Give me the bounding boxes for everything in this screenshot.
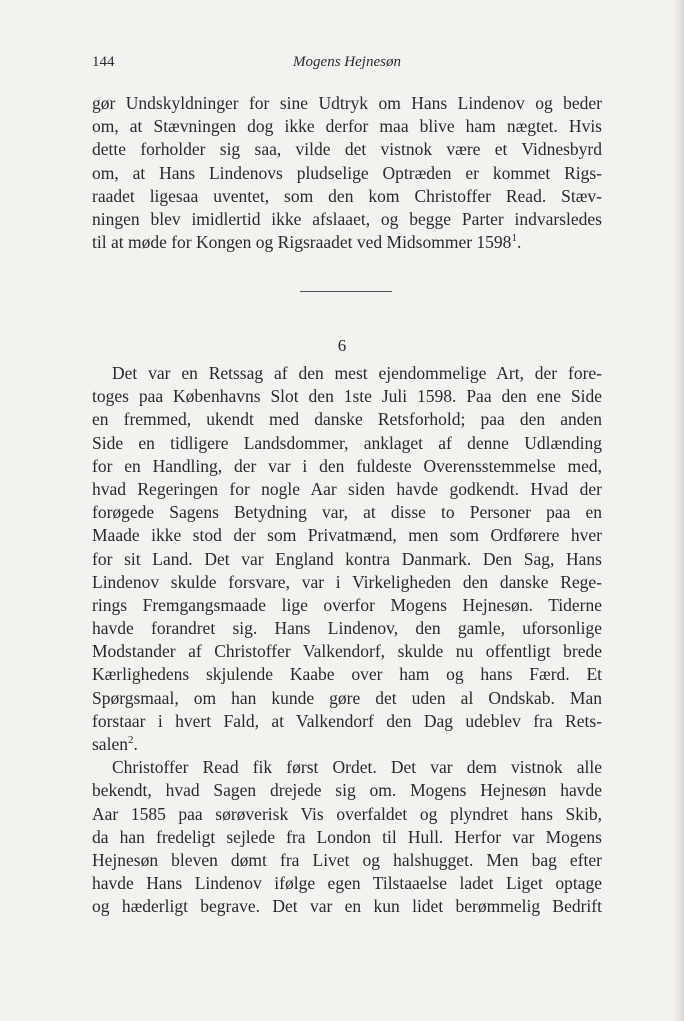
text-line: og hæderligt begrave. Det var en kun lidet berømmelig Bedrift	[92, 896, 602, 917]
text-line: dette forholder sig saa, vilde det vistnok være et Vidnesbyrd	[92, 139, 602, 160]
text-line: havde Hans Lindenov ifølge egen Tilstaaelse ladet Liget optage	[92, 873, 602, 894]
text-line: Hejnesøn bleven dømt fra Livet og halshugget. Men bag efter	[92, 849, 602, 870]
text-line: Spørgsmaal, om han kunde gøre det uden al Ondskab. Man	[92, 687, 602, 708]
text-line: en fremmed, ukendt med danske Retsforhold; paa den anden	[92, 409, 602, 430]
line-end-punctuation: .	[516, 232, 522, 253]
text-line: gør Undskyldninger for sine Udtryk om Hans Lindenov og beder	[92, 93, 602, 113]
text-line: havde forandret sig. Hans Lindenov, den gamle, uforsonlige	[92, 618, 602, 639]
text-line: for en Handling, der var i den fuldeste Overensstemmelse med,	[92, 455, 602, 476]
running-title: Mogens Hejnesøn	[293, 54, 401, 70]
text-line: Det var en Retssag af den mest ejendommelige Art, der fore-	[112, 363, 602, 383]
text-line: om, at Hans Lindenovs pludselige Optræden er kommet Rigs-	[92, 162, 602, 183]
text-line	[92, 231, 602, 254]
text-line: Modstander af Christoffer Valkendorf, skulde nu offentligt brede	[92, 641, 602, 662]
paragraph-1	[92, 92, 602, 254]
line-end-punctuation: .	[133, 734, 138, 754]
footnote-mark: 1	[511, 232, 517, 245]
text-line: hvad Regeringen for nogle Aar siden havde godkendt. Hvad der	[92, 478, 602, 499]
text-line	[92, 733, 602, 756]
text-line: rings Fremgangsmaade lige overfor Mogens Hejnesøn. Tiderne	[92, 594, 602, 615]
section-divider	[300, 291, 392, 292]
section-number: 6	[337, 336, 347, 355]
text-line: Maade ikke stod der som Privatmænd, men som Ordførere hver	[92, 525, 602, 546]
text-line: forstaar i hvert Fald, at Valkendorf den Dag udeblev fra Rets-	[92, 710, 602, 731]
text-line: bekendt, hvad Sagen drejede sig om. Mogens Hejnesøn havde	[92, 780, 602, 801]
text-line-content: salen	[92, 734, 128, 754]
text-line: ningen blev imidlertid ikke afslaaet, og begge Parter indvarsledes	[92, 208, 602, 229]
running-header	[92, 54, 602, 76]
text-line: Side en tidligere Landsdommer, anklaget af denne Udlænding	[92, 432, 602, 453]
text-line: toges paa Københavns Slot den 1ste Juli 1598. Paa den ene Side	[92, 386, 602, 407]
page-number: 144	[92, 54, 115, 70]
text-line: forøgede Sagens Betydning var, at disse to Personer paa en	[92, 502, 602, 523]
text-line: da han fredeligt sejlede fra London til Hull. Herfor var Mogens	[92, 826, 602, 847]
text-line: raadet ligesaa uventet, som den kom Christoffer Read. Stæv-	[92, 185, 602, 206]
text-line: Lindenov skulde forsvare, var i Virkeligheden den danske Rege-	[92, 571, 602, 592]
text-line: Aar 1585 paa sørøverisk Vis overfaldet og plyndret hans Skib,	[92, 803, 602, 824]
page-edge	[674, 0, 684, 1021]
text-line: for sit Land. Det var England kontra Danmark. Den Sag, Hans	[92, 548, 602, 569]
paragraph-2	[92, 362, 602, 919]
text-line: Kærlighedens skjulende Kaabe over ham og hans Færd. Et	[92, 664, 602, 685]
footnote-mark: 2	[127, 734, 134, 747]
text-line: om, at Stævningen dog ikke derfor maa blive ham nægtet. Hvis	[92, 116, 602, 137]
text-line: Christoffer Read fik først Ordet. Det var dem vistnok alle	[112, 757, 602, 778]
text-line-content: til at møde for Kongen og Rigsraadet ved Midsommer 1598	[92, 232, 512, 253]
